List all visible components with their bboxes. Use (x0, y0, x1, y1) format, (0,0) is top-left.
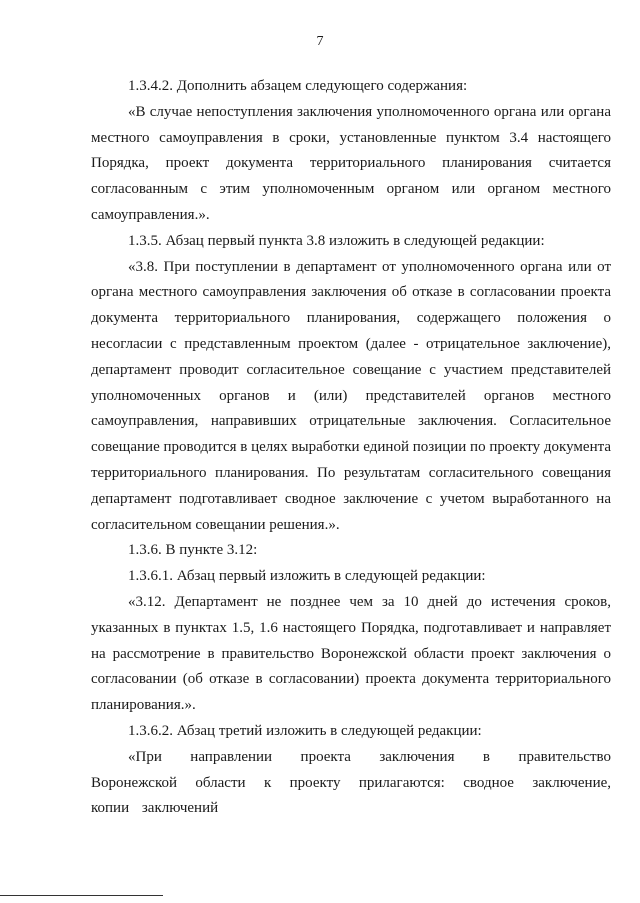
document-body (91, 74, 611, 822)
footer-divider (0, 895, 163, 896)
paragraph-quote-3-12: «3.12. Департамент не позднее чем за 10 дней до истечения сроков, указанных в пунктах 1.5, 1.6 настоящего Порядка, подготавливает и направляет на рассмотрение в правительство Воронежской области проект заключения о согласовании (об отказе в согласовании) проекта документа территориального планирования.». (91, 593, 611, 714)
paragraph-1-3-6-2: 1.3.6.2. Абзац третий изложить в следующей редакции: (128, 722, 482, 739)
paragraph-quote-3-8: «3.8. При поступлении в департамент от уполномоченного органа или от органа местного самоуправления заключения об отказе в согласовании проекта документа территориального планирования, содержащего положения о несогласии с представленным проектом (далее - отрицательное заключение), департамент проводит согласительное совещание с участием представителей уполномоченных органов и (или) представителей органов местного самоуправления, направивших отрицательные заключения. Согласительное совещание проводится в целях выработки единой позиции по проекту документа территориального планирования. По результатам согласительного совещания департамент подготавливает сводное заключение с учетом выработанного на согласительном совещании решения.». (91, 258, 611, 533)
paragraph-quote-attachments: «При направлении проекта заключения в правительство Воронежской области к проекту прилагаются: сводное заключение, копии заключений (91, 748, 611, 817)
paragraph-quote-3-4: «В случае непоступления заключения уполномоченного органа или органа местного самоуправления в сроки, установленные пунктом 3.4 настоящего Порядка, проект документа территориального планирования считается согласованным с этим уполномоченным органом или органом местного самоуправления.». (91, 103, 611, 223)
paragraph-1-3-4-2: 1.3.4.2. Дополнить абзацем следующего содержания: (128, 78, 468, 94)
paragraph-1-3-5: 1.3.5. Абзац первый пункта 3.8 изложить в следующей редакции: (128, 232, 545, 249)
paragraph-1-3-6: 1.3.6. В пункте 3.12: (128, 542, 258, 559)
page-number: 7 (316, 34, 324, 49)
paragraph-1-3-6-1: 1.3.6.1. Абзац первый изложить в следующей редакции: (128, 568, 486, 585)
